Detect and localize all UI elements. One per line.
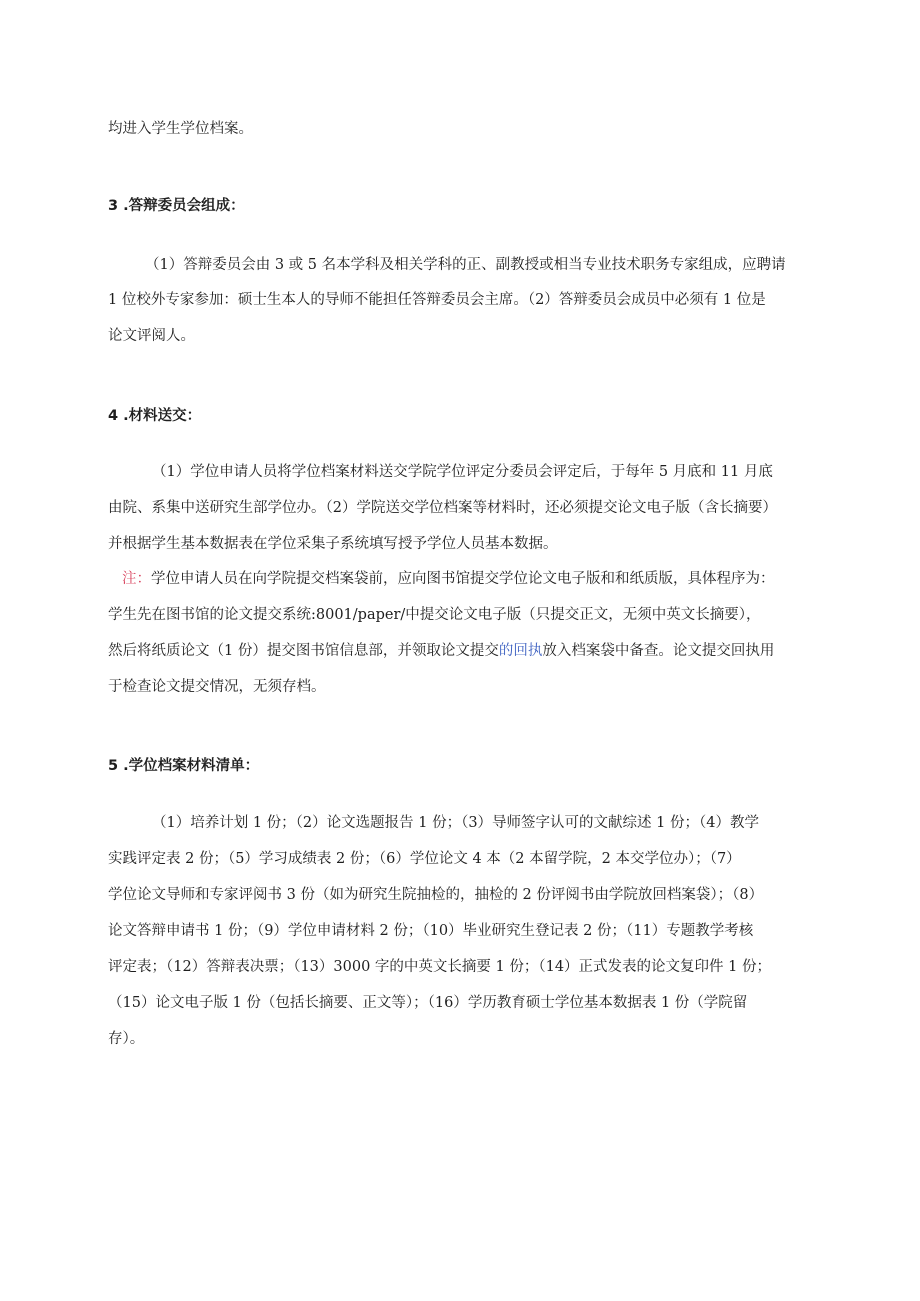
note-label: 注： (122, 571, 151, 587)
section-5-paragraph: 评定表；（12）答辩表决票；（13）3000 字的中英文长摘要 1 份；（14）正式发表的论文复印件 1 份； (108, 959, 771, 975)
section-4-heading: 4 .材料送交： (108, 408, 202, 424)
section-4-paragraph: 并根据学生基本数据表在学位采集子系统填写授予学位人员基本数据。 (108, 536, 558, 552)
note-text: 学位申请人员在向学院提交档案袋前，应向图书馆提交学位论文电子版和和纸质版，具体程序为： (151, 571, 775, 587)
section-5-paragraph: 实践评定表 2 份；（5）学习成绩表 2 份；（6）学位论文 4 本（2 本留学院，2 本交学位办）；（7） (108, 851, 741, 867)
note-text: 然后将纸质论文（1 份）提交图书馆信息部，并领取论文提交 (108, 643, 499, 659)
section-4-paragraph: 由院、系集中送研究生部学位办。（2）学院送交学位档案等材料时，还必须提交论文电子版（含长摘要） (108, 500, 777, 516)
note-line: 于检查论文提交情况，无须存档。 (108, 679, 326, 695)
note-line (108, 641, 828, 661)
receipt-link[interactable]: 的回执 (498, 643, 543, 659)
section-5-paragraph: 论文答辩申请书 1 份；（9）学位申请材料 2 份；（10）毕业研究生登记表 2 份；（11）专题教学考核 (108, 923, 754, 939)
note-line (122, 569, 842, 589)
intro-text: 均进入学生学位档案。 (108, 121, 253, 137)
section-5-paragraph: （1）培养计划 1 份；（2）论文选题报告 1 份；（3）导师签字认可的文献综述 1 份；（4）教学 (152, 815, 759, 831)
section-5-paragraph: 学位论文导师和专家评阅书 3 份（如为研究生院抽检的，抽检的 2 份评阅书由学院放回档案袋）；（8） (108, 887, 764, 903)
section-3-paragraph: 1 位校外专家参加：硕士生本人的导师不能担任答辩委员会主席。（2）答辩委员会成员中必须有 1 位是 (108, 292, 766, 308)
section-3-paragraph: 论文评阅人。 (108, 328, 195, 344)
section-5-paragraph: 存）。 (108, 1031, 145, 1047)
section-3-paragraph: （1）答辩委员会由 3 或 5 名本学科及相关学科的正、副教授或相当专业技术职务专家组成，应聘请 (145, 257, 786, 273)
note-text: 放入档案袋中备查。论文提交回执用 (542, 643, 775, 659)
section-5-paragraph: （15）论文电子版 1 份（包括长摘要、正文等）；（16）学历教育硕士学位基本数据表 1 份（学院留 (108, 995, 748, 1011)
section-3-heading: 3 .答辩委员会组成： (108, 198, 245, 214)
section-4-paragraph: （1）学位申请人员将学位档案材料送交学院学位评定分委员会评定后，于每年 5 月底和 11 月底 (152, 464, 773, 480)
section-5-heading: 5 .学位档案材料清单： (108, 758, 260, 774)
note-line: 学生先在图书馆的论文提交系统:8001/paper/中提交论文电子版（只提交正文，无须中英文长摘要）， (108, 607, 761, 623)
